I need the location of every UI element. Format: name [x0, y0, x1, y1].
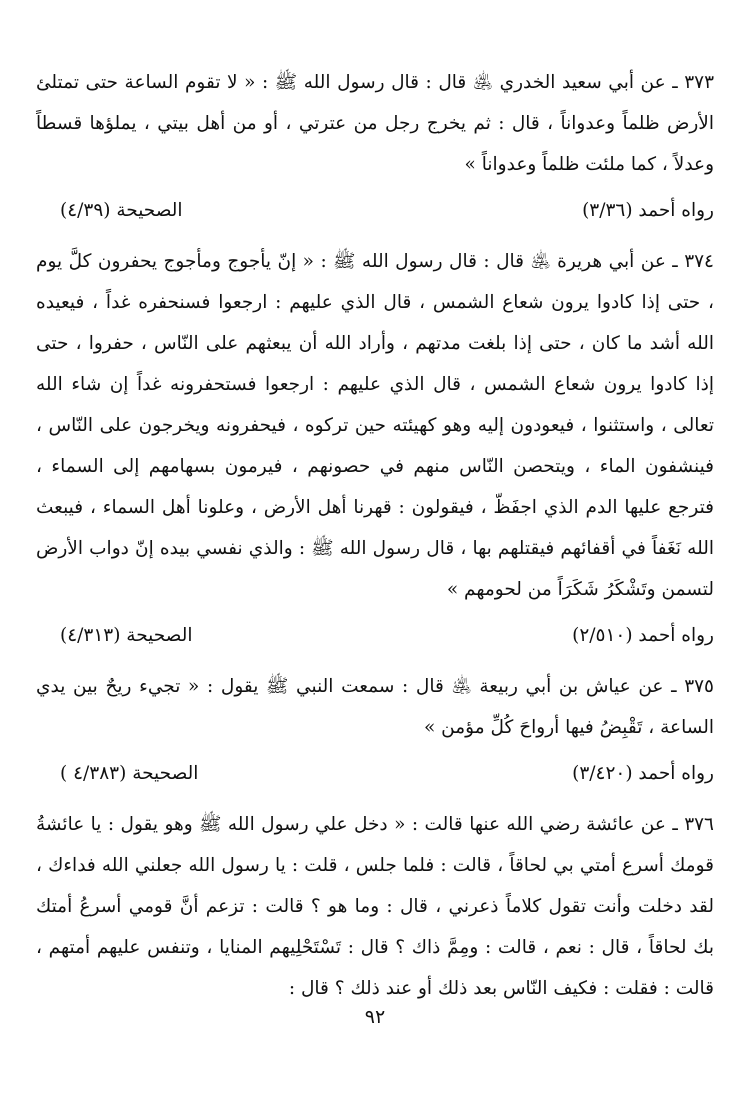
hadith-375-text: ٣٧٥ ـ عن عياش بن أبي ربيعة ﵁ قال : سمعت النبي ﷺ يقول : « تجيء ريحٌ بين يدي الساعة ، تَقْبِضُ فيها أرواحَ كُلِّ مؤمن » — [36, 676, 714, 738]
hadith-373-source: الصحيحة (٤/٣٩) — [60, 200, 183, 221]
hadith-373-reference — [36, 191, 714, 231]
hadith-375-narrator: رواه أحمد (٣/٤٢٠) — [572, 763, 714, 784]
page-number: ٩٢ — [364, 1006, 386, 1028]
hadith-373-narrator: رواه أحمد (٣/٣٦) — [582, 200, 714, 221]
hadith-375-source: الصحيحة (٤/٣٨٣ ) — [60, 763, 199, 784]
hadith-374-reference — [36, 616, 714, 656]
hadith-374-narrator: رواه أحمد (٢/٥١٠) — [572, 625, 714, 646]
hadith-375-reference — [36, 754, 714, 794]
hadith-374-text: ٣٧٤ ـ عن أبي هريرة ﵁ قال : قال رسول الله ﷺ : « إنّ يأجوج ومأجوج يحفرون كلَّ يوم ، حتى إذا كادوا يرون شعاع الشمس ، قال الذي عليهم : ارجعوا فسنحفره غداً ، فيعيده الله أشد ما كان ، حتى إذا بلغت مدتهم ، وأراد الله أن يبعثهم على النّاس ، حفروا ، حتى إذا كادوا يرون شعاع الشمس ، قال الذي عليهم : ارجعوا فستحفرونه غداً إن شاء الله تعالى ، واستثنوا ، فيعودون إليه وهو كهيئته حين تركوه ، فيحفرونه ويخرجون على النّاس ، فينشفون الماء ، ويتحصن النّاس منهم في حصونهم ، فيرمون بسهامهم إلى السماء ، فترجع عليها الدم الذي اجفَظّ ، فيقولون : قهرنا أهل الأرض ، وعلونا أهل السماء ، فيبعث الله نَغَفاً في أقفائهم فيقتلهم بها ، قال رسول الله ﷺ : والذي نفسي بيده إنّ دواب الأرض لتسمن وتَشْكَرُ شَكَرَاً من لحومهم » — [36, 251, 714, 600]
page-body — [36, 62, 714, 1009]
hadith-373-text: ٣٧٣ ـ عن أبي سعيد الخدري ﵁ قال : قال رسول الله ﷺ : « لا تقوم الساعة حتى تمتلئ الأرض ظلماً وعدواناً ، قال : ثم يخرج رجل من عترتي ، أو من أهل بيتي ، يملؤها قسطاً وعدلاً ، كما ملئت ظلماً وعدواناً » — [36, 72, 715, 175]
hadith-374-source: الصحيحة (٤/٣١٣) — [60, 625, 193, 646]
hadith-376-text: ٣٧٦ ـ عن عائشة رضي الله عنها قالت : « دخل علي رسول الله ﷺ وهو يقول : يا عائشةُ قومك أسرع أمتي بي لحاقاً ، قالت : فلما جلس ، قلت : يا رسول الله جعلني الله فداءك ، لقد دخلت وأنت تقول كلاماً ذعرني ، قال : وما هو ؟ قالت : تزعم أنَّ قومي أسرعُ أمتك بك لحاقاً ، قال : نعم ، قالت : ومِمَّ ذاك ؟ قال : تَسْتَحْلِيهم المنايا ، وتنفس عليهم أمتهم ، قالت : فقلت : فكيف النّاس بعد ذلك أو عند ذلك ؟ قال : — [36, 814, 714, 999]
